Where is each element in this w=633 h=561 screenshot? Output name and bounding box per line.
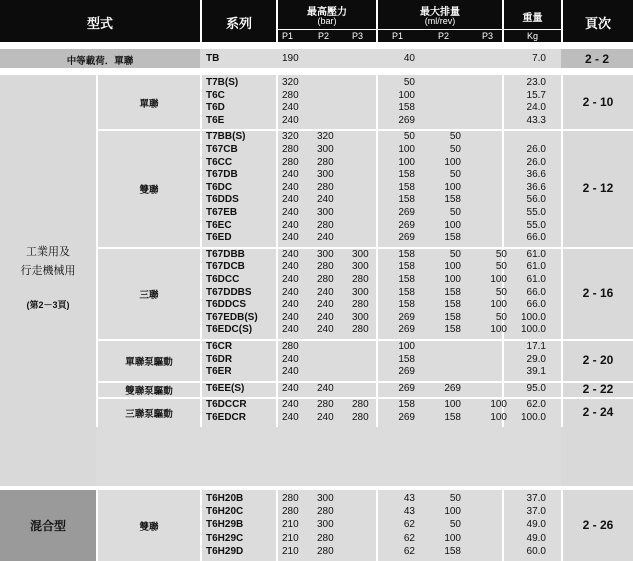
row-series: T6CR (206, 341, 233, 352)
row-flow-p1: 100 (398, 89, 415, 101)
row-pressure-p2: 240 (317, 232, 334, 244)
row-pressure-p2: 320 (317, 131, 334, 143)
row-flow-p1: 158 (398, 181, 415, 193)
row-flow-p2: 100 (444, 532, 461, 544)
row-weight: 29.0 (526, 353, 546, 365)
row-pressure-p1: 240 (282, 181, 299, 193)
hybrid-title: 混合型 (29, 519, 66, 533)
row-flow-p1: 269 (398, 232, 415, 244)
row-flow-p3: 50 (495, 286, 507, 298)
row-flow-p2: 50 (449, 519, 461, 531)
top-row-p1: 190 (282, 53, 299, 64)
row-pressure-p1: 280 (282, 156, 299, 168)
row-pressure-p2: 280 (317, 181, 334, 193)
row-pressure-p1: 240 (282, 169, 299, 181)
row-flow-p2: 100 (444, 506, 461, 518)
row-pressure-p2: 240 (317, 194, 334, 206)
top-row-series: TB (206, 53, 220, 64)
row-pressure-p1: 210 (282, 545, 299, 557)
row-series: T6DCCR (206, 399, 247, 411)
row-pressure-p1: 240 (282, 102, 299, 114)
row-weight: 26.0 (526, 156, 546, 168)
row-series: T6DC (206, 181, 233, 193)
row-weight: 61.0 (526, 248, 546, 260)
row-pressure-p2: 280 (317, 219, 334, 231)
row-flow-p3: 50 (495, 311, 507, 323)
row-flow-p1: 158 (398, 286, 415, 298)
row-flow-p2: 158 (444, 545, 461, 557)
header-p1-flow: P1 (392, 31, 404, 41)
row-pressure-p1: 240 (282, 232, 299, 244)
row-series: T67EDB(S) (206, 311, 258, 323)
row-flow-p2: 50 (449, 131, 461, 143)
header-page: 頁次 (584, 16, 611, 31)
row-pressure-p1: 240 (282, 366, 299, 378)
row-flow-p1: 50 (403, 131, 415, 143)
row-flow-p2: 50 (449, 144, 461, 155)
row-pressure-p1: 240 (282, 248, 299, 260)
row-flow-p2: 158 (444, 412, 461, 423)
row-series: T6H29C (206, 532, 244, 544)
row-series: T6ER (206, 366, 232, 378)
row-flow-p2: 100 (444, 261, 461, 273)
row-flow-p1: 158 (398, 353, 415, 365)
row-weight: 49.0 (526, 532, 546, 544)
row-flow-p2: 50 (449, 169, 461, 181)
row-pressure-p1: 240 (282, 286, 299, 298)
row-pressure-p2: 240 (317, 324, 334, 336)
row-flow-p1: 269 (398, 324, 415, 336)
row-pressure-p2: 240 (317, 311, 334, 323)
row-pressure-p2: 240 (317, 299, 334, 311)
row-series: T6EC (206, 219, 232, 231)
row-flow-p3: 100 (490, 299, 507, 311)
row-pressure-p2: 280 (317, 506, 334, 518)
row-series: T6H20C (206, 506, 244, 518)
row-series: T67EB (206, 207, 238, 218)
row-flow-p2: 158 (444, 232, 461, 244)
row-flow-p2: 50 (449, 207, 461, 218)
row-flow-p2: 50 (449, 493, 461, 504)
row-flow-p1: 62 (403, 532, 415, 544)
row-flow-p3: 100 (490, 399, 507, 411)
row-pressure-p2: 300 (317, 493, 334, 504)
row-flow-p1: 62 (403, 519, 415, 531)
row-weight: 95.0 (526, 382, 546, 394)
row-flow-p1: 158 (398, 299, 415, 311)
row-flow-p1: 100 (398, 156, 415, 168)
row-flow-p1: 158 (398, 102, 415, 114)
top-row-weight: 7.0 (532, 53, 546, 64)
row-weight: 66.0 (526, 299, 546, 311)
row-pressure-p3: 280 (352, 412, 369, 423)
row-weight: 37.0 (526, 506, 546, 518)
row-flow-p2: 158 (444, 311, 461, 323)
row-weight: 56.0 (526, 194, 546, 206)
header-p2-pressure: P2 (318, 31, 330, 41)
row-pressure-p1: 240 (282, 274, 299, 285)
row-flow-p1: 158 (398, 261, 415, 273)
row-series: T6CC (206, 156, 233, 168)
row-flow-p1: 43 (403, 493, 415, 504)
row-weight: 43.3 (526, 114, 546, 126)
row-series: T6DCC (206, 274, 240, 285)
row-series: T6DDCS (206, 299, 247, 311)
row-series: T7BB(S) (206, 131, 246, 143)
top-row-f1: 40 (403, 53, 415, 64)
row-series: T6EE(S) (206, 382, 245, 394)
row-weight: 24.0 (526, 102, 546, 114)
header-p1-pressure: P1 (282, 31, 294, 41)
row-series: T67DDBS (206, 286, 252, 298)
header-pressure-unit: (bar) (317, 16, 337, 26)
row-pressure-p1: 320 (282, 77, 299, 88)
row-pressure-p2: 300 (317, 207, 334, 218)
row-weight: 36.6 (526, 169, 546, 181)
row-pressure-p1: 280 (282, 144, 299, 155)
row-flow-p2: 100 (444, 181, 461, 193)
group-page: 2 - 12 (582, 181, 614, 196)
row-pressure-p2: 280 (317, 156, 334, 168)
row-pressure-p3: 280 (352, 274, 369, 285)
row-series: T6EDC(S) (206, 324, 253, 336)
row-flow-p1: 269 (398, 207, 415, 218)
row-pressure-p1: 240 (282, 324, 299, 336)
row-flow-p1: 158 (398, 248, 415, 260)
row-series: T6ED (206, 232, 232, 244)
row-pressure-p1: 240 (282, 207, 299, 218)
row-flow-p1: 43 (403, 506, 415, 518)
row-pressure-p2: 300 (317, 519, 334, 531)
row-pressure-p1: 240 (282, 219, 299, 231)
row-pressure-p2: 240 (317, 412, 334, 423)
row-flow-p2: 100 (444, 219, 461, 231)
row-pressure-p3: 280 (352, 399, 369, 411)
row-pressure-p1: 240 (282, 261, 299, 273)
header-flow-unit: (ml/rev) (424, 16, 456, 26)
row-pressure-p3: 280 (352, 299, 369, 311)
row-series: T6D (206, 102, 225, 114)
industrial-title-1: 工業用及 (26, 246, 70, 258)
row-pressure-p2: 240 (317, 286, 334, 298)
group-page: 2 - 16 (582, 285, 614, 300)
group-label: 雙聯泵驅動 (125, 386, 173, 398)
group-page: 2 - 24 (582, 405, 614, 419)
row-flow-p1: 100 (398, 144, 415, 155)
row-pressure-p1: 240 (282, 311, 299, 323)
row-flow-p3: 100 (490, 324, 507, 336)
group-label: 三聯 (139, 289, 159, 301)
row-pressure-p2: 280 (317, 532, 334, 544)
row-flow-p1: 269 (398, 114, 415, 126)
row-pressure-p3: 300 (352, 311, 369, 323)
row-weight: 17.1 (526, 341, 546, 352)
header-series: 系列 (225, 16, 252, 31)
row-pressure-p1: 210 (282, 519, 299, 531)
row-flow-p2: 158 (444, 194, 461, 206)
row-flow-p2: 100 (444, 274, 461, 285)
row-series: T67DCB (206, 261, 245, 273)
row-flow-p3: 100 (490, 412, 507, 423)
row-weight: 100.0 (520, 412, 546, 423)
row-pressure-p2: 240 (317, 382, 334, 394)
row-series: T6C (206, 89, 225, 101)
row-weight: 100.0 (520, 311, 546, 323)
row-flow-p3: 50 (495, 261, 507, 273)
row-flow-p2: 158 (444, 286, 461, 298)
row-flow-p2: 158 (444, 299, 461, 311)
header-type: 型式 (86, 16, 113, 31)
top-row-page: 2 - 2 (584, 52, 609, 66)
row-pressure-p1: 240 (282, 353, 299, 365)
row-pressure-p3: 300 (352, 248, 369, 260)
row-weight: 36.6 (526, 181, 546, 193)
header-weight-unit: Kg (526, 31, 538, 41)
row-flow-p3: 50 (495, 248, 507, 260)
industrial-title-2: 行走機械用 (20, 265, 76, 277)
group-page: 2 - 20 (582, 352, 614, 367)
row-pressure-p1: 280 (282, 341, 299, 352)
hybrid-page: 2 - 26 (582, 518, 614, 532)
row-series: T6H29B (206, 519, 244, 531)
row-weight: 55.0 (526, 207, 546, 218)
row-pressure-p2: 300 (317, 144, 334, 155)
row-series: T6DR (206, 353, 233, 365)
row-series: T6EDCR (206, 412, 247, 423)
row-flow-p1: 269 (398, 412, 415, 423)
row-weight: 49.0 (526, 519, 546, 531)
header-p3-flow: P3 (482, 31, 494, 41)
row-pressure-p1: 240 (282, 412, 299, 423)
group-label: 單聯泵驅動 (125, 356, 173, 368)
row-flow-p2: 50 (449, 248, 461, 260)
group-page: 2 - 22 (582, 382, 614, 397)
row-series: T67DB (206, 169, 238, 181)
row-flow-p1: 269 (398, 219, 415, 231)
row-series: T6E (206, 114, 225, 126)
row-pressure-p3: 300 (352, 286, 369, 298)
row-series: T6DDS (206, 194, 239, 206)
group-label: 單聯 (139, 99, 159, 111)
row-weight: 100.0 (520, 324, 546, 336)
header-p2-flow: P2 (438, 31, 450, 41)
header-p3-pressure: P3 (352, 31, 364, 41)
row-flow-p2: 100 (444, 399, 461, 411)
row-flow-p1: 50 (403, 77, 415, 88)
row-series: T6H20B (206, 493, 244, 504)
row-flow-p1: 100 (398, 341, 415, 352)
row-flow-p1: 158 (398, 169, 415, 181)
row-pressure-p2: 280 (317, 261, 334, 273)
row-flow-p1: 269 (398, 311, 415, 323)
row-pressure-p1: 240 (282, 299, 299, 311)
header-weight: 重量 (522, 13, 543, 24)
row-weight: 66.0 (526, 286, 546, 298)
row-pressure-p1: 280 (282, 493, 299, 504)
row-weight: 15.7 (526, 89, 546, 101)
row-pressure-p1: 210 (282, 532, 299, 544)
top-row-type: 中等載荷．單聯 (66, 56, 134, 67)
row-pressure-p1: 240 (282, 382, 299, 394)
row-pressure-p2: 280 (317, 545, 334, 557)
row-weight: 37.0 (526, 493, 546, 504)
row-weight: 61.0 (526, 274, 546, 285)
row-flow-p3: 100 (490, 274, 507, 285)
row-pressure-p3: 300 (352, 261, 369, 273)
row-pressure-p2: 280 (317, 274, 334, 285)
industrial-title-3: (第2－3頁) (26, 300, 70, 310)
row-weight: 39.1 (526, 366, 546, 378)
row-weight: 62.0 (526, 399, 546, 411)
row-series: T7B(S) (206, 77, 239, 88)
row-flow-p1: 158 (398, 194, 415, 206)
row-weight: 23.0 (526, 77, 546, 88)
row-flow-p1: 158 (398, 274, 415, 285)
row-pressure-p1: 280 (282, 89, 299, 101)
row-flow-p1: 269 (398, 366, 415, 378)
row-flow-p1: 62 (403, 545, 415, 557)
row-pressure-p1: 240 (282, 114, 299, 126)
row-flow-p1: 158 (398, 399, 415, 411)
row-pressure-p1: 280 (282, 506, 299, 518)
row-pressure-p1: 240 (282, 399, 299, 411)
row-weight: 55.0 (526, 219, 546, 231)
row-pressure-p1: 240 (282, 194, 299, 206)
row-series: T6H29D (206, 545, 244, 557)
group-page: 2 - 10 (582, 95, 614, 110)
row-pressure-p1: 320 (282, 131, 299, 143)
hybrid-label: 雙聯 (139, 522, 159, 533)
header-max-pressure: 最高壓力 (307, 7, 347, 18)
row-pressure-p2: 300 (317, 248, 334, 260)
group-label: 三聯泵驅動 (125, 409, 173, 420)
row-flow-p2: 269 (444, 382, 461, 394)
row-pressure-p3: 280 (352, 324, 369, 336)
row-flow-p1: 269 (398, 382, 415, 394)
row-weight: 60.0 (526, 545, 546, 557)
group-label: 雙聯 (139, 185, 159, 197)
row-weight: 26.0 (526, 144, 546, 155)
row-pressure-p2: 300 (317, 169, 334, 181)
row-series: T67DBB (206, 248, 245, 260)
row-weight: 61.0 (526, 261, 546, 273)
row-series: T67CB (206, 144, 238, 155)
row-flow-p2: 100 (444, 156, 461, 168)
row-pressure-p2: 280 (317, 399, 334, 411)
row-weight: 66.0 (526, 232, 546, 244)
row-flow-p2: 158 (444, 324, 461, 336)
header-max-flow: 最大排量 (420, 7, 460, 18)
